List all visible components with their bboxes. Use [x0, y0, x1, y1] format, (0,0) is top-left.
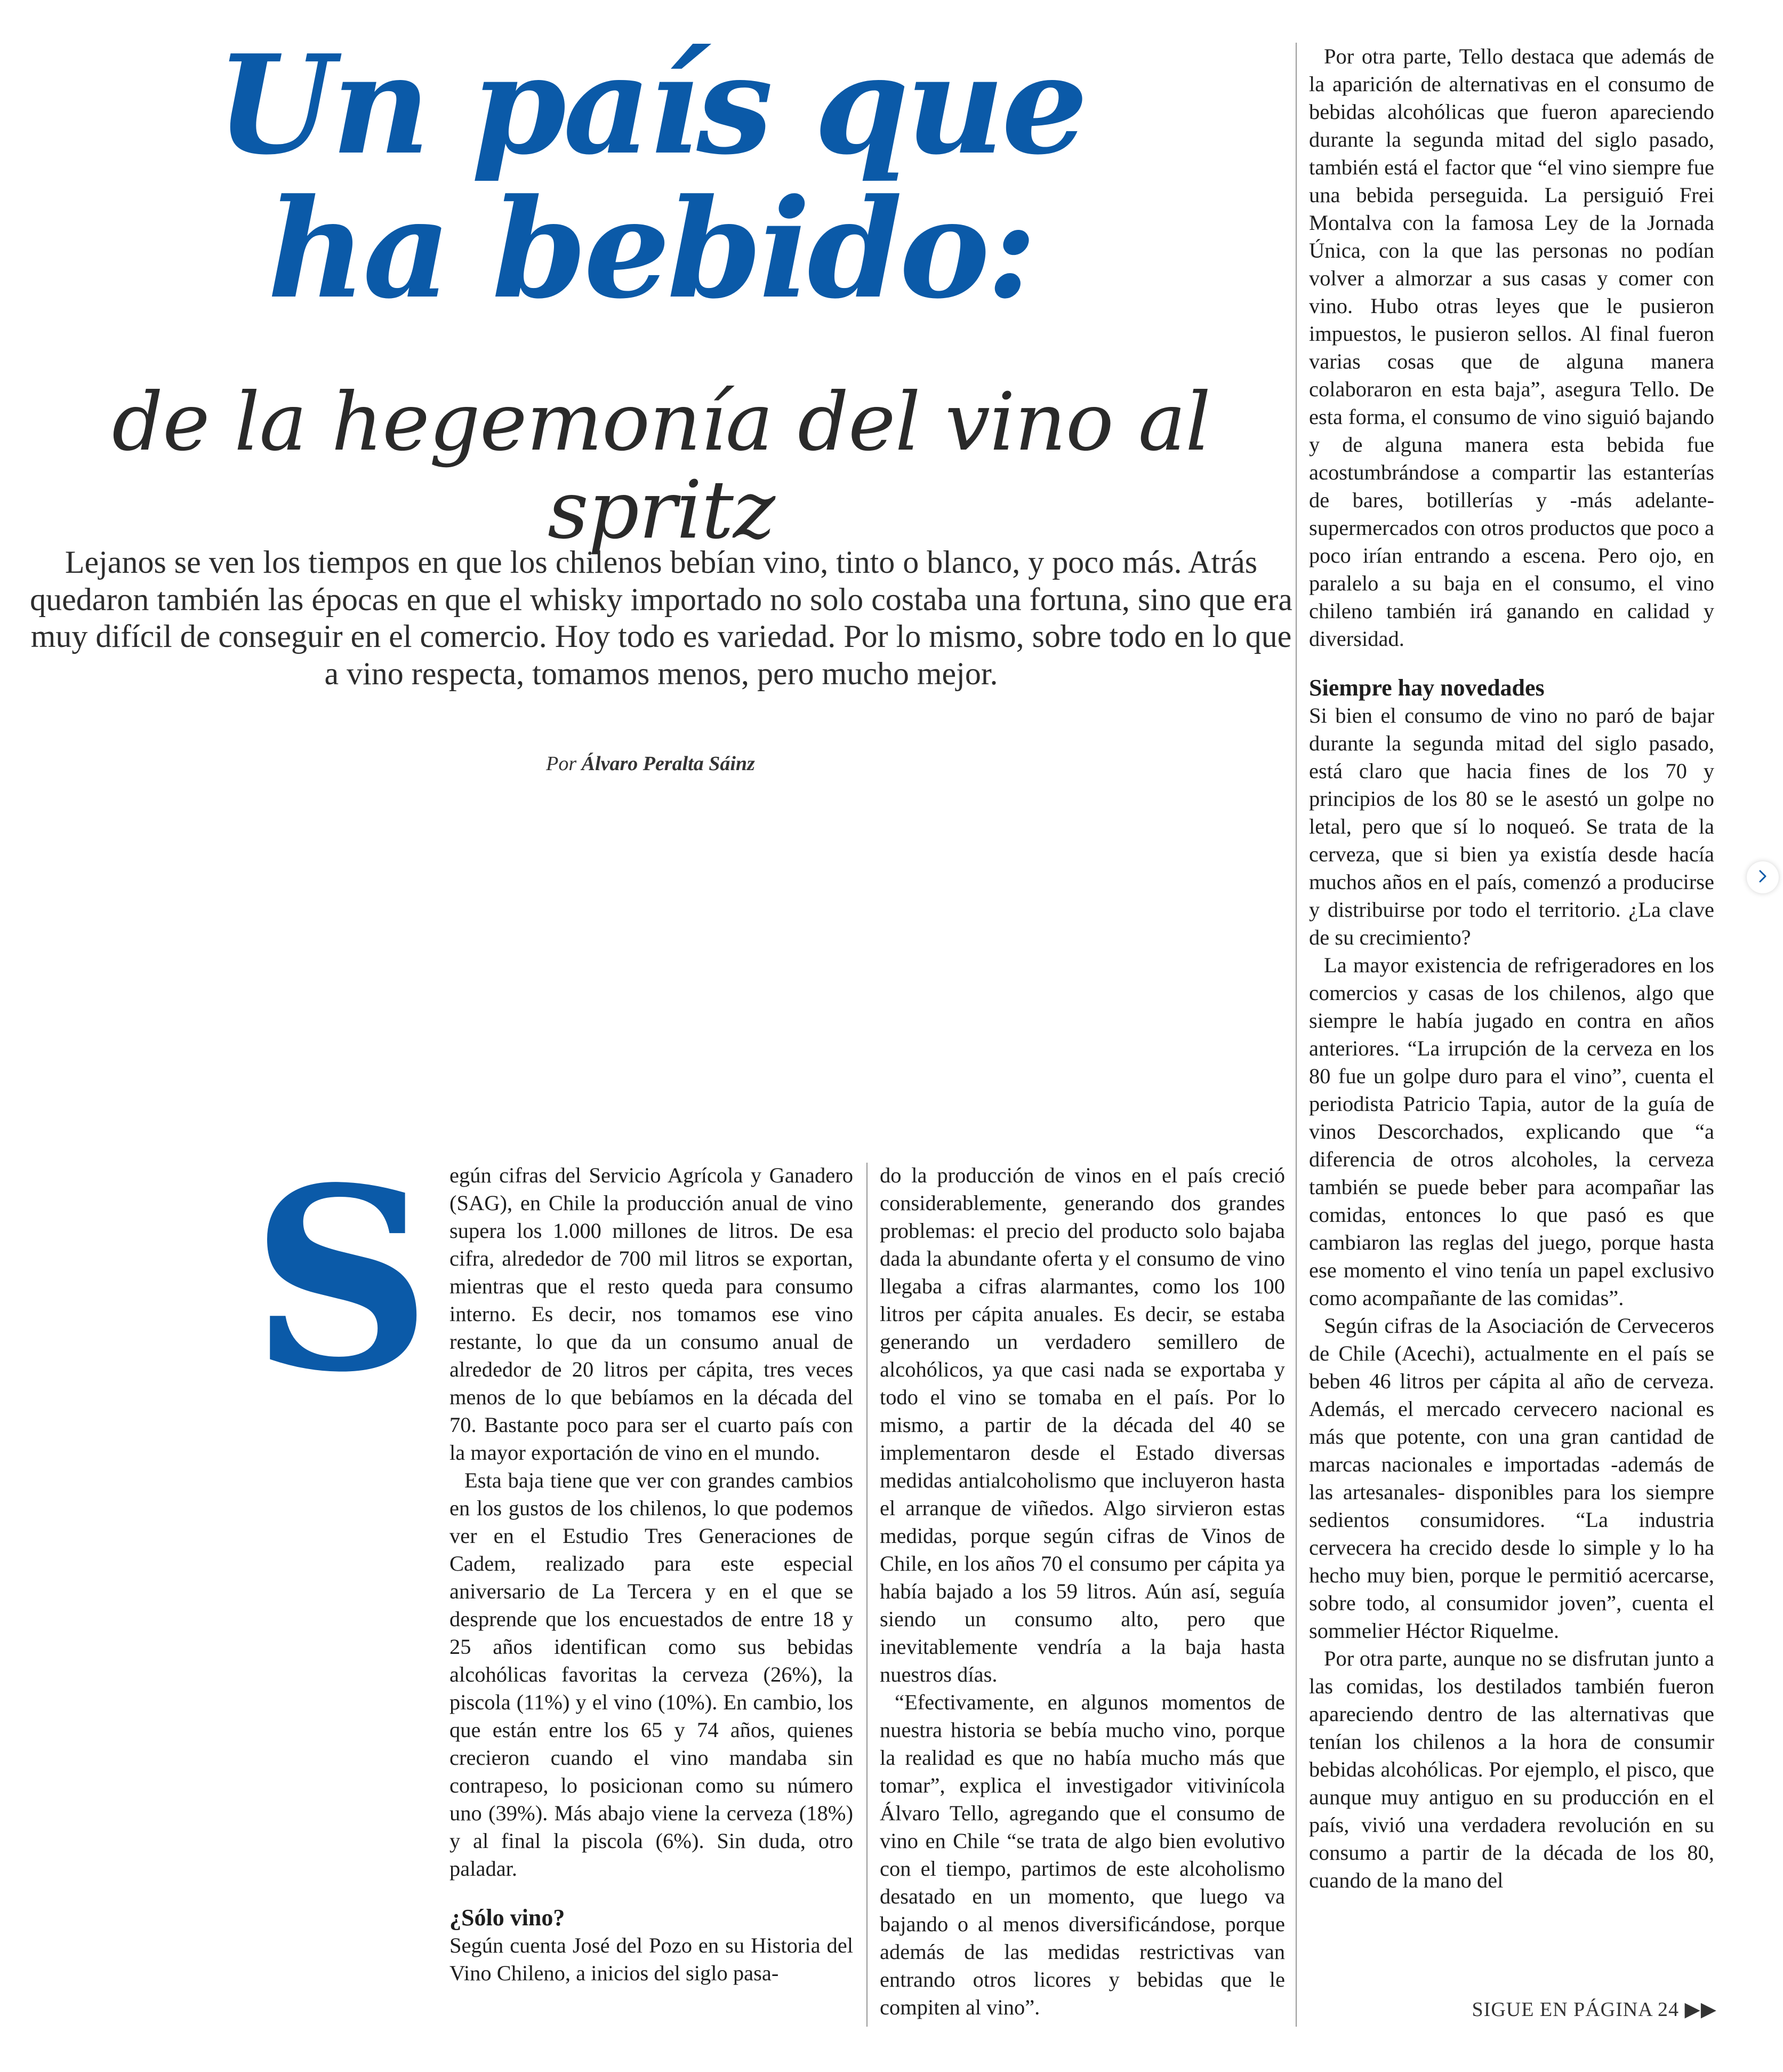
- continue-on-page-label: SIGUE EN PÁGINA 24 ▶▶: [1472, 1998, 1717, 2021]
- column-divider: [1296, 43, 1297, 2027]
- paragraph: Por otra parte, Tello destaca que además de la aparición de alternativas en el consumo de bebidas alcohólicas que fueron apareciendo durante la segunda mitad del siglo pasado, también está el factor que “el vino siempre fue una bebida perseguida. La persiguió Frei Montalva con la famosa Ley de la Jornada Única, con la que las personas no podían volver a almorzar a sus casas y comer con vino. Hubo otras leyes que le pusieron impuestos, le pusieron sellos. Al final fueron varias cosas que de alguna manera colaboraron en esta baja”, asegura Tello. De esta forma, el consumo de vino siguió bajando y de alguna manera esta bebida fue acostumbrándose a compartir las estanterías de bares, botillerías y -más adelante- supermercados con otros productos que poco a poco irían entrando a escena. Pero ojo, en paralelo a su baja en el consumo, el vino chileno también irá ganando en calidad y diversidad.: [1309, 44, 1714, 651]
- article-column-3: [1309, 43, 1714, 1894]
- byline-author: Álvaro Peralta Sáinz: [581, 753, 755, 775]
- byline: [0, 752, 1301, 775]
- section-heading: ¿Sólo vino?: [449, 1905, 565, 1931]
- chevron-right-icon: [1755, 868, 1771, 886]
- paragraph: Si bien el consumo de vino no paró de bajar durante la segunda mitad del siglo pasado, está claro que hacia fines de los 70 y principios de los 80 se le asestó un golpe no letal, pero que sí lo noqueó. Se trata de la cerveza, que si bien ya existía desde hacía muchos años en el país, comenzó a producirse y distribuirse por todo el territorio. ¿La clave de su crecimiento?: [1309, 703, 1714, 949]
- article-column-2: [880, 1162, 1285, 2021]
- paragraph: Según cifras de la Asociación de Cerveceros de Chile (Acechi), actualmente en el país se beben 46 litros per cápita al año de cerveza. Además, el mercado cervecero nacional es más que potente, con una gran cantidad de marcas nacionales e importadas -además de las artesanales- disponibles para los siempre sedientos consumidores. “La industria cervecera ha crecido desde lo simple y lo ha hecho muy bien, porque le permitió acercarse, sobre todo, al consumidor joven”, cuenta el sommelier Héctor Riquelme.: [1309, 1314, 1714, 1643]
- paragraph: do la producción de vinos en el país creció considerablemente, generando dos grandes problemas: el precio del producto solo bajaba dada la abundante oferta y el consumo de vino llegaba a cifras alarmantes, como los 100 litros per cápita anuales. Es decir, se estaba generando un verdadero semillero de alcohólicos, ya que casi nada se exportaba y todo el vino se tomaba en el país. Por lo mismo, a partir de la década del 40 se implementaron desde el Estado diversas medidas antialcoholismo que incluyeron hasta el arranque de viñedos. Algo sirvieron estas medidas, porque según cifras de Vinos de Chile, en los años 70 el consumo per cápita ya había bajado a los 59 litros. Aún así, seguía siendo un consumo alto, pero que inevitablemente vendría a la baja hasta nuestros días.: [880, 1163, 1285, 1686]
- headline-line-2: ha bebido:: [267, 170, 1034, 329]
- paragraph: Por otra parte, aunque no se disfrutan junto a las comidas, los destilados también fueron apareciendo dentro de las alternativas que tenían los chilenos a la hora de consumir bebidas alcohólicas. Por ejemplo, el pisco, que aunque muy antiguo en su producción en el país, vivió una verdadera revolución en su consumo a partir de la década de los 80, cuando de la mano del: [1309, 1646, 1714, 1892]
- paragraph: “Efectivamente, en algunos momentos de nuestra historia se bebía mucho vino, porque la realidad es que no había mucho más que tomar”, explica el investigador vitivinícola Álvaro Tello, agregando que el consumo de vino en Chile “se trata de algo bien evolutivo con el tiempo, partimos de este alcoholismo desatado en un momento, que luego va bajando o al menos diversificándose, porque además de las medidas restrictivas van entrando otros licores y bebidas que le compiten al vino”.: [880, 1690, 1285, 2019]
- section-heading: Siempre hay novedades: [1309, 675, 1545, 701]
- subtitle: de la hegemonía del vino al spritz: [111, 376, 1211, 557]
- lead-paragraph: Lejanos se ven los tiempos en que los chilenos bebían vino, tinto o blanco, y poco más. Atrás quedaron también las épocas en que el whisky importado no solo costaba una fortuna, sino que era muy difícil de conseguir en el comercio. Hoy todo es variedad. Por lo mismo, sobre todo en lo que a vino respecta, tomamos menos, pero mucho mejor.: [30, 545, 1292, 691]
- next-page-button[interactable]: [1747, 861, 1779, 893]
- byline-prefix: Por: [546, 753, 577, 775]
- drop-cap: S: [251, 1133, 432, 1427]
- headline-line-1: Un país que: [216, 26, 1085, 185]
- paragraph: egún cifras del Servicio Agrícola y Ganadero (SAG), en Chile la producción anual de vino supera los 1.000 millones de litros. De esa cifra, alrededor de 700 mil litros se exportan, mientras que el resto queda para consumo interno. Es decir, nos tomamos ese vino restante, lo que da un consumo anual de alrededor de 20 litros per cápita, tres veces menos de lo que bebíamos en la década del 70. Bastante poco para ser el cuarto país con la mayor exportación de vino en el mundo.: [449, 1163, 853, 1465]
- paragraph: Esta baja tiene que ver con grandes cambios en los gustos de los chilenos, lo que podemos ver en el Estudio Tres Generaciones de Cadem, realizado para este especial aniversario de La Tercera y en el que se desprende que los encuestados de entre 18 y 25 años identifican como sus bebidas alcohólicas favoritas la cerveza (26%), la piscola (11%) y el vino (10%). En cambio, los que están entre los 65 y 74 años, quienes crecieron cuando el vino mandaba sin contrapeso, lo posicionan como su número uno (39%). Más abajo viene la cerveza (18%) y al final la piscola (6%). Sin duda, otro paladar.: [449, 1468, 853, 1881]
- paragraph: Según cuenta José del Pozo en su Historia del Vino Chileno, a inicios del siglo pasa-: [449, 1933, 853, 1985]
- paragraph: La mayor existencia de refrigeradores en los comercios y casas de los chilenos, algo que siempre le había jugado en contra en años anteriores. “La irrupción de la cerveza en los 80 fue un golpe duro para el vino”, cuenta el periodista Patricio Tapia, autor de la guía de vinos Descorchados, explicando que “a diferencia de otros alcoholes, la cerveza también se puede beber para acompañar las comidas, entonces lo que pasó es que cambiaron las reglas del juego, porque hasta ese momento el vino tenía un papel exclusivo como acompañante de las comidas”.: [1309, 953, 1714, 1310]
- article-column-1: [449, 1162, 853, 1987]
- column-divider: [866, 1163, 868, 2027]
